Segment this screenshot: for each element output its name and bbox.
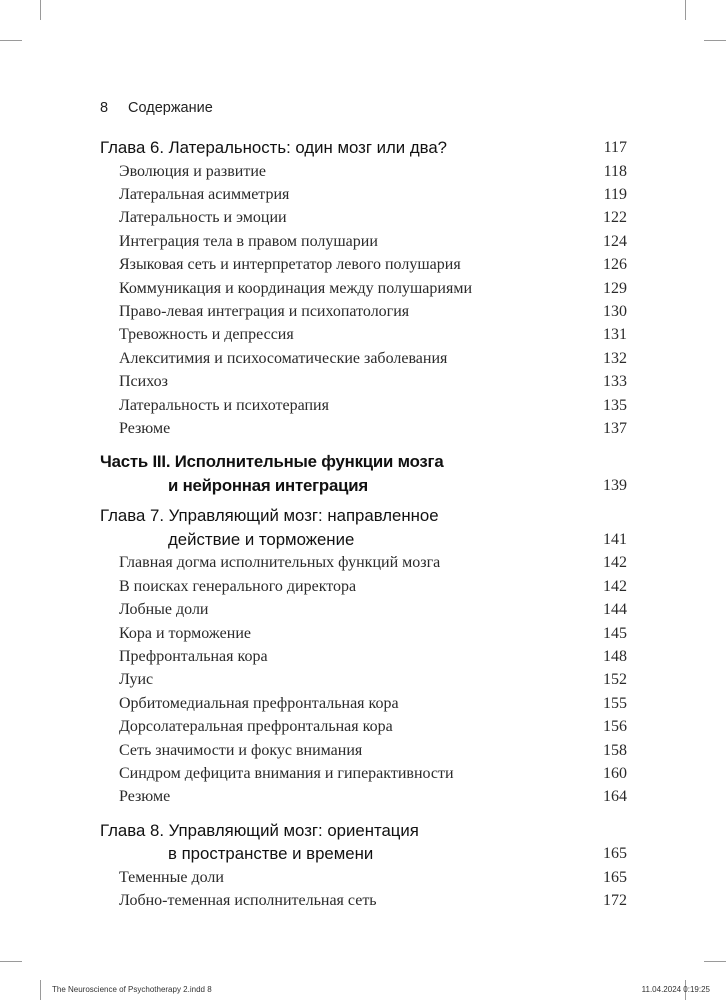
entry-title: Латеральная асимметрия <box>119 185 290 203</box>
chapter-title-line-1: Глава 7. Управляющий мозг: направленное <box>100 506 439 526</box>
page-ref: 117 <box>603 139 627 157</box>
page-ref: 132 <box>603 349 627 367</box>
table-of-contents <box>100 134 627 913</box>
toc-entry[interactable] <box>100 866 627 889</box>
part-heading-line-1 <box>100 450 627 474</box>
chapter-6 <box>100 136 627 440</box>
entry-title: Лобно-теменная исполнительная сеть <box>119 892 377 910</box>
page-ref: 165 <box>603 868 627 886</box>
toc-entry[interactable] <box>100 692 627 715</box>
chapter-heading-line-1 <box>100 819 627 843</box>
footer-timestamp: 11.04.2024 0:19:25 <box>641 985 710 994</box>
toc-entry[interactable] <box>100 206 627 229</box>
page-ref: 118 <box>603 162 627 180</box>
toc-entry[interactable] <box>100 417 627 440</box>
page-ref: 139 <box>603 476 627 494</box>
entry-title: Дорсолатеральная префронтальная кора <box>119 718 393 736</box>
page-ref: 155 <box>603 694 627 712</box>
running-head-title: Содержание <box>128 100 213 116</box>
running-head <box>100 100 213 116</box>
toc-entry[interactable] <box>100 645 627 668</box>
chapter-7-entries <box>100 551 627 808</box>
page-ref: 124 <box>603 232 627 250</box>
part-title-line-2: и нейронная интеграция <box>168 475 368 495</box>
entry-title: Префронтальная кора <box>119 648 268 665</box>
toc-entry[interactable] <box>100 160 627 183</box>
page-ref: 122 <box>603 209 627 227</box>
toc-entry[interactable] <box>100 889 627 912</box>
entry-title: Лобные доли <box>119 601 209 619</box>
page-ref: 165 <box>603 845 627 863</box>
toc-entry[interactable] <box>100 370 627 393</box>
page-ref: 135 <box>603 396 627 414</box>
entry-title: В поисках генерального директора <box>119 577 357 595</box>
entry-title: Эволюция и развитие <box>119 162 266 180</box>
toc-entry[interactable] <box>100 762 627 785</box>
page-ref: 158 <box>603 741 627 759</box>
entry-title: Латеральность и эмоции <box>119 209 287 227</box>
page-ref: 131 <box>603 326 627 344</box>
toc-entry[interactable] <box>100 551 627 574</box>
entry-title: Теменные доли <box>119 868 224 886</box>
footer-file: The Neuroscience of Psychotherapy 2.indd 8 <box>52 985 212 994</box>
toc-entry[interactable] <box>100 183 627 206</box>
toc-entry[interactable] <box>100 253 627 276</box>
crop-mark <box>704 961 726 962</box>
crop-mark <box>0 40 22 41</box>
page-ref: 148 <box>603 648 627 665</box>
toc-entry[interactable] <box>100 785 627 808</box>
page-ref: 142 <box>603 577 627 595</box>
crop-mark <box>40 980 41 1000</box>
entry-title: Языковая сеть и интерпретатор левого полушария <box>119 256 461 274</box>
page-ref: 172 <box>603 892 627 910</box>
toc-entry[interactable] <box>100 347 627 370</box>
chapter-heading-row[interactable] <box>100 842 627 866</box>
page-number: 8 <box>100 100 109 116</box>
entry-title: Алекситимия и психосоматические заболевания <box>119 349 448 367</box>
page-ref: 130 <box>603 302 627 320</box>
page-ref: 133 <box>603 373 627 391</box>
page-ref: 126 <box>603 256 627 274</box>
toc-entry[interactable] <box>100 300 627 323</box>
chapter-8 <box>100 819 627 913</box>
crop-mark <box>685 0 686 20</box>
entry-title: Синдром дефицита внимания и гиперактивности <box>119 765 454 783</box>
part-3 <box>100 450 627 497</box>
chapter-title: Глава 6. Латеральность: один мозг или два? <box>100 138 448 157</box>
entry-title: Коммуникация и координация между полушариями <box>119 279 473 297</box>
page-ref: 137 <box>603 419 627 437</box>
toc-entry[interactable] <box>100 230 627 253</box>
toc-entry[interactable] <box>100 323 627 346</box>
page-ref: 160 <box>603 765 627 783</box>
chapter-title-line-2: в пространстве и времени <box>168 844 374 864</box>
toc-entry[interactable] <box>100 739 627 762</box>
toc-entry[interactable] <box>100 668 627 691</box>
entry-title: Кора и торможение <box>119 624 251 642</box>
page-ref: 142 <box>603 554 627 572</box>
chapter-6-entries <box>100 160 627 441</box>
entry-title: Луис <box>119 671 154 689</box>
toc-entry[interactable] <box>100 622 627 645</box>
entry-title: Резюме <box>119 419 171 437</box>
entry-title: Интеграция тела в правом полушарии <box>119 232 378 250</box>
entry-title: Сеть значимости и фокус внимания <box>119 741 363 759</box>
chapter-heading-line-1 <box>100 504 627 528</box>
page-ref: 152 <box>603 671 627 689</box>
crop-mark <box>704 40 726 41</box>
entry-title: Право-левая интеграция и психопатология <box>119 302 410 320</box>
page-ref: 144 <box>603 601 627 619</box>
part-heading-row[interactable] <box>100 474 627 498</box>
chapter-7 <box>100 504 627 808</box>
chapter-title-line-1: Глава 8. Управляющий мозг: ориентация <box>100 820 419 840</box>
toc-entry[interactable] <box>100 394 627 417</box>
part-title-line-1: Часть III. Исполнительные функции мозга <box>100 452 444 472</box>
page-ref: 164 <box>603 788 627 806</box>
crop-mark <box>40 0 41 20</box>
entry-title: Резюме <box>119 788 171 806</box>
toc-entry[interactable] <box>100 598 627 621</box>
page-ref: 129 <box>603 279 627 297</box>
page-ref: 156 <box>603 718 627 736</box>
page-ref: 119 <box>603 185 627 203</box>
toc-entry[interactable] <box>100 277 627 300</box>
toc-entry[interactable] <box>100 575 627 598</box>
page-ref: 145 <box>603 624 627 642</box>
crop-mark <box>0 961 22 962</box>
chapter-8-entries <box>100 866 627 913</box>
chapter-title-line-2: действие и торможение <box>168 529 355 549</box>
entry-title: Главная догма исполнительных функций мозга <box>119 554 441 572</box>
entry-title: Орбитомедиальная префронтальная кора <box>119 694 399 712</box>
chapter-heading-row[interactable] <box>100 136 627 160</box>
page-ref: 141 <box>603 530 627 548</box>
chapter-heading-row[interactable] <box>100 528 627 552</box>
entry-title: Латеральность и психотерапия <box>119 396 329 414</box>
entry-title: Психоз <box>119 373 168 391</box>
toc-entry[interactable] <box>100 715 627 738</box>
entry-title: Тревожность и депрессия <box>119 326 294 344</box>
